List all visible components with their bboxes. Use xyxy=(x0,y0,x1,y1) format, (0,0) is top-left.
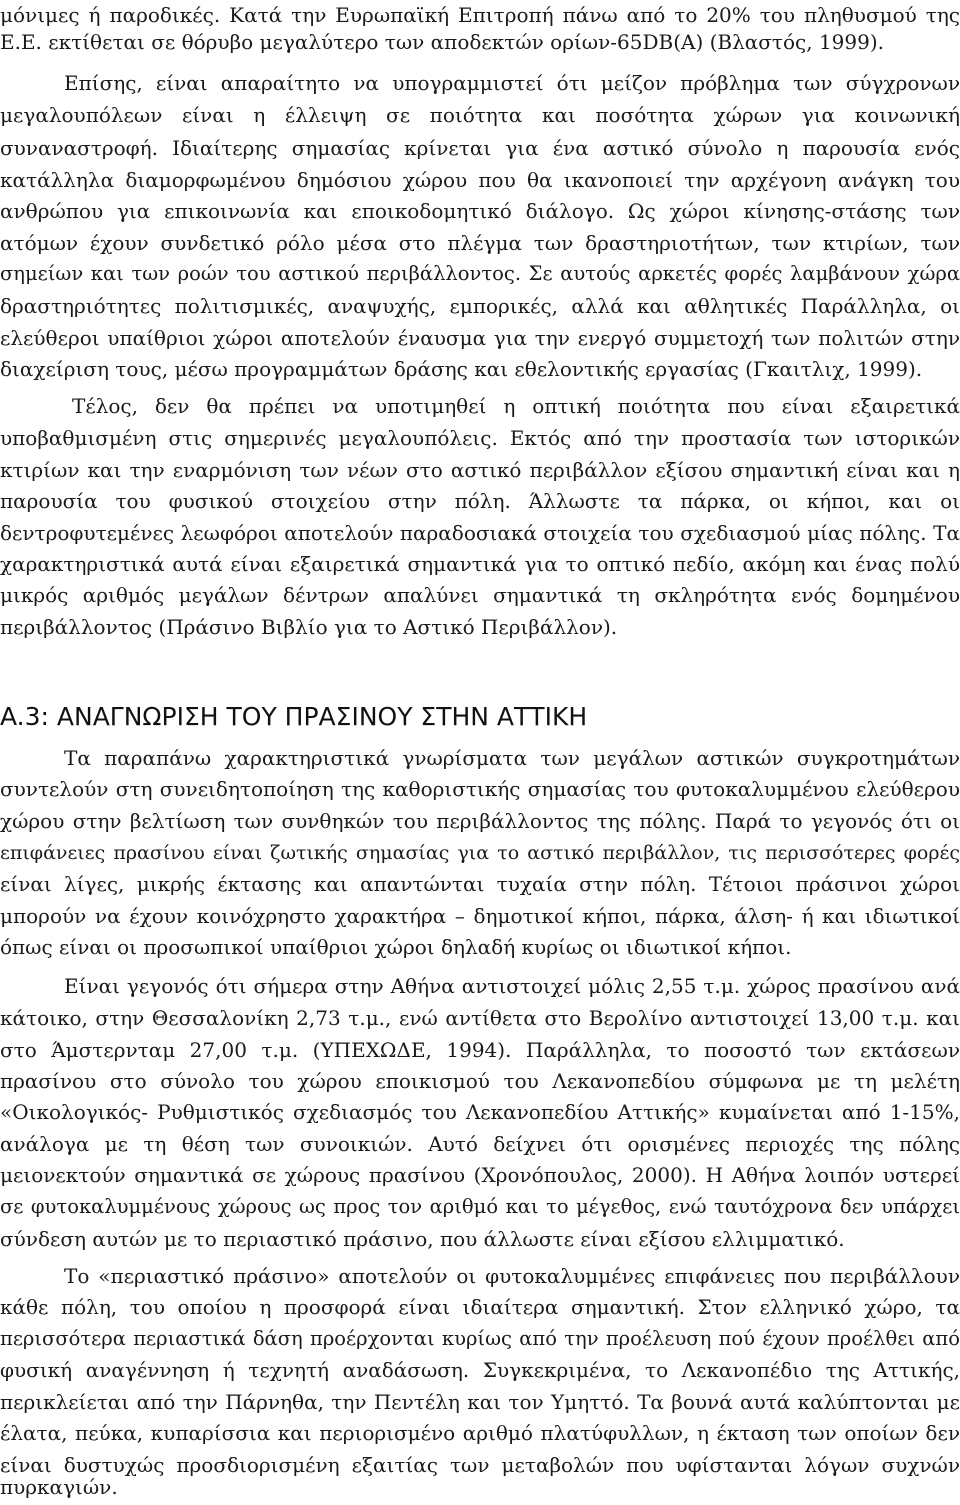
paragraph-line: δραστηριότητες πολιτισμικές, αναψυχής, εμπορικές, αλλά και αθλητικές Παράλληλα, οι xyxy=(0,294,960,318)
paragraph-line: ανάλογα με τη θέση των συνοικιών. Αυτό δείχνει ότι ορισμένες περιοχές της πόλης xyxy=(0,1132,960,1156)
paragraph-line: χαρακτηριστικά αυτά είναι εξαιρετικά σημαντικά για το οπτικό πεδίο, ακόμη και ένας πολύ xyxy=(0,552,960,576)
paragraph-line: επιφάνειες πρασίνου είναι ζωτικής σημασίας για το αστικό περιβάλλον, τις περισσότερες φορές xyxy=(0,842,960,864)
paragraph-line: όπως είναι οι προσωπικοί υπαίθριοι χώροι δηλαδή κυρίως οι ιδιωτικοί κήποι. xyxy=(0,935,792,959)
paragraph-line: ανθρώπου για επικοινωνία και εποικοδομητικό διάλογο. Ως χώροι κίνησης-στάσης των xyxy=(0,199,960,223)
paragraph-line: συντελούν στη συνειδητοποίηση της καθοριστικής σημασίας του φυτοκαλυμμένου ελεύθερου xyxy=(0,777,960,801)
paragraph-line: διαχείριση τους, μέσω προγραμμάτων δράσης και εθελοντικής εργασίας (Γκαιτλιχ, 1999). xyxy=(0,357,923,381)
paragraph-line: Τέλος, δεν θα πρέπει να υποτιμηθεί η οπτική ποιότητα που είναι εξαιρετικά xyxy=(72,394,960,418)
paragraph-line: κάθε πόλη, του οποίου η προσφορά είναι ιδιαίτερα σημαντική. Στον ελληνικό χώρο, τα xyxy=(0,1295,960,1319)
paragraph-line: πυρκαγιών. xyxy=(0,1475,118,1499)
paragraph-line: κατάλληλα διαμορφωμένου δημόσιου χώρου που θα ικανοποιεί την αρχέγονη ανάγκη του xyxy=(0,168,960,192)
paragraph-line: Είναι γεγονός ότι σήμερα στην Αθήνα αντιστοιχεί μόλις 2,55 τ.μ. χώρος πρασίνου ανά xyxy=(64,974,960,998)
paragraph-line: μπορούν να έχουν κοινόχρηστο χαρακτήρα – δημοτικοί κήποι, πάρκα, άλση- ή και ιδιωτικοί xyxy=(0,904,960,928)
paragraph-line: κτιρίων και την εναρμόνιση των νέων στο αστικό περιβάλλον εξίσου σημαντική είναι και η xyxy=(0,458,960,482)
paragraph-line: ελεύθεροι υπαίθριοι χώροι αποτελούν έναυσμα για την ενεργό συμμετοχή των πολιτών στην xyxy=(0,326,960,350)
paragraph-line: σημείων και των ροών του αστικού περιβάλλοντος. Σε αυτούς αρκετές φορές λαμβάνουν χώρα xyxy=(0,262,960,285)
paragraph-line: υποβαθμισμένη στις σημερινές μεγαλουπόλεις. Εκτός από την προστασία των ιστορικών xyxy=(0,426,960,450)
paragraph-line: Επίσης, είναι απαραίτητο να υπογραμμιστεί ότι μείζον πρόβλημα των σύγχρονων xyxy=(64,71,960,95)
paragraph-line: πρασίνου στο σύνολο του χώρου εποικισμού του Λεκανοπεδίου σύμφωνα με τη μελέτη xyxy=(0,1069,960,1093)
paragraph-line: Τα παραπάνω χαρακτηριστικά γνωρίσματα των μεγάλων αστικών συγκροτημάτων xyxy=(64,746,960,770)
paragraph-line: σε φυτοκαλυμμένους χώρους ως προς τον αριθμό και το μέγεθος, ενώ ταυτόχρονα δεν υπάρχει xyxy=(0,1195,960,1218)
paragraph-line: ατόμων έχουν συνδετικό ρόλο μέσα στο πλέγμα των δραστηριοτήτων, των κτιρίων, των xyxy=(0,231,960,255)
paragraph-line: φυσική αναγέννηση ή τεχνητή αναδάσωση. Συγκεκριμένα, το Λεκανοπέδιο της Αττικής, xyxy=(0,1358,960,1382)
paragraph-line: παρουσία του φυσικού στοιχείου στην πόλη. Άλλωστε τα πάρκα, οι κήποι, και οι xyxy=(0,489,960,513)
section-heading: A.3: ΑΝΑΓΝΩΡΙΣΗ ΤΟΥ ΠΡΑΣΙΝΟΥ ΣΤΗΝ ΑΤΤΙΚΗ xyxy=(0,702,588,731)
paragraph-line: περισσότερα περιαστικά δάση προέρχονται κυρίως από την προέλευση πού έχουν προέλθει από xyxy=(0,1327,960,1350)
paragraph-line: μόνιμες ή παροδικές. Κατά την Ευρωπαϊκή Επιτροπή πάνω από το 20% του πληθυσμού της xyxy=(0,3,960,27)
paragraph-line: περιβάλλοντος (Πράσινο Βιβλίο για το Αστικό Περιβάλλον). xyxy=(0,615,618,639)
paragraph-line: σύνδεση αυτών με το περιαστικό πράσινο, που άλλωστε είναι εξίσου ελλιμματικό. xyxy=(0,1227,845,1251)
paragraph-line: «Οικολογικός- Ρυθμιστικός σχεδιασμός του Λεκανοπεδίου Αττικής» κυμαίνεται από 1-15%, xyxy=(0,1100,960,1124)
paragraph-line: είναι λίγες, μικρής έκτασης και απαντώνται τυχαία στην πόλη. Τέτοιοι πράσινοι χώροι xyxy=(0,872,960,896)
paragraph-line: χώρου στην βελτίωση των συνθηκών του περιβάλλοντος της πόλης. Παρά το γεγονός ότι οι xyxy=(0,809,960,833)
paragraph-line: μειονεκτούν σημαντικά σε χώρους πρασίνου (Χρονόπουλος, 2000). Η Αθήνα λοιπόν υστερεί xyxy=(0,1163,960,1187)
paragraph-line: στο Άμστερνταμ 27,00 τ.μ. (ΥΠΕΧΩΔΕ, 1994). Παράλληλα, το ποσοστό των εκτάσεων xyxy=(0,1038,960,1062)
paragraph-line: κάτοικο, στην Θεσσαλονίκη 2,73 τ.μ., ενώ αντίθετα στο Βερολίνο αντιστοιχεί 13,00 τ.μ. και xyxy=(0,1006,960,1030)
paragraph-line: Το «περιαστικό πράσινο» αποτελούν οι φυτοκαλυμμένες επιφάνειες που περιβάλλουν xyxy=(64,1264,960,1288)
paragraph-line: συναναστροφή. Ιδιαίτερης σημασίας κρίνεται για ένα αστικό σύνολο η παρουσία ενός xyxy=(0,136,960,160)
paragraph-line: Ε.Ε. εκτίθεται σε θόρυβο μεγαλύτερο των αποδεκτών ορίων-65DB(A) (Βλαστός, 1999). xyxy=(0,30,885,54)
paragraph-line: είναι δυστυχώς προσδιορισμένη εξαιτίας των μεταβολών που υφίστανται λόγων συχνών xyxy=(0,1453,960,1477)
paragraph-line: μικρός αριθμός μεγάλων δέντρων απαλύνει σημαντικά τη σκληρότητα ενός δομημένου xyxy=(0,583,960,607)
paragraph-line: μεγαλουπόλεων είναι η έλλειψη σε ποιότητα και ποσότητα χώρων για κοινωνική xyxy=(0,103,960,127)
paragraph-line: δεντροφυτεμένες λεωφόροι αποτελούν παραδοσιακά στοιχεία του σχεδιασμού μίας πόλης. Τα xyxy=(0,521,960,545)
paragraph-line: περικλείεται από την Πάρνηθα, την Πεντέλη και τον Υμηττό. Τα βουνά αυτά καλύπτονται με xyxy=(0,1390,960,1414)
paragraph-line: έλατα, πεύκα, κυπαρίσσια και περιορισμένο αριθμό πλατύφυλλων, η έκταση των οποίων δεν xyxy=(0,1421,960,1445)
